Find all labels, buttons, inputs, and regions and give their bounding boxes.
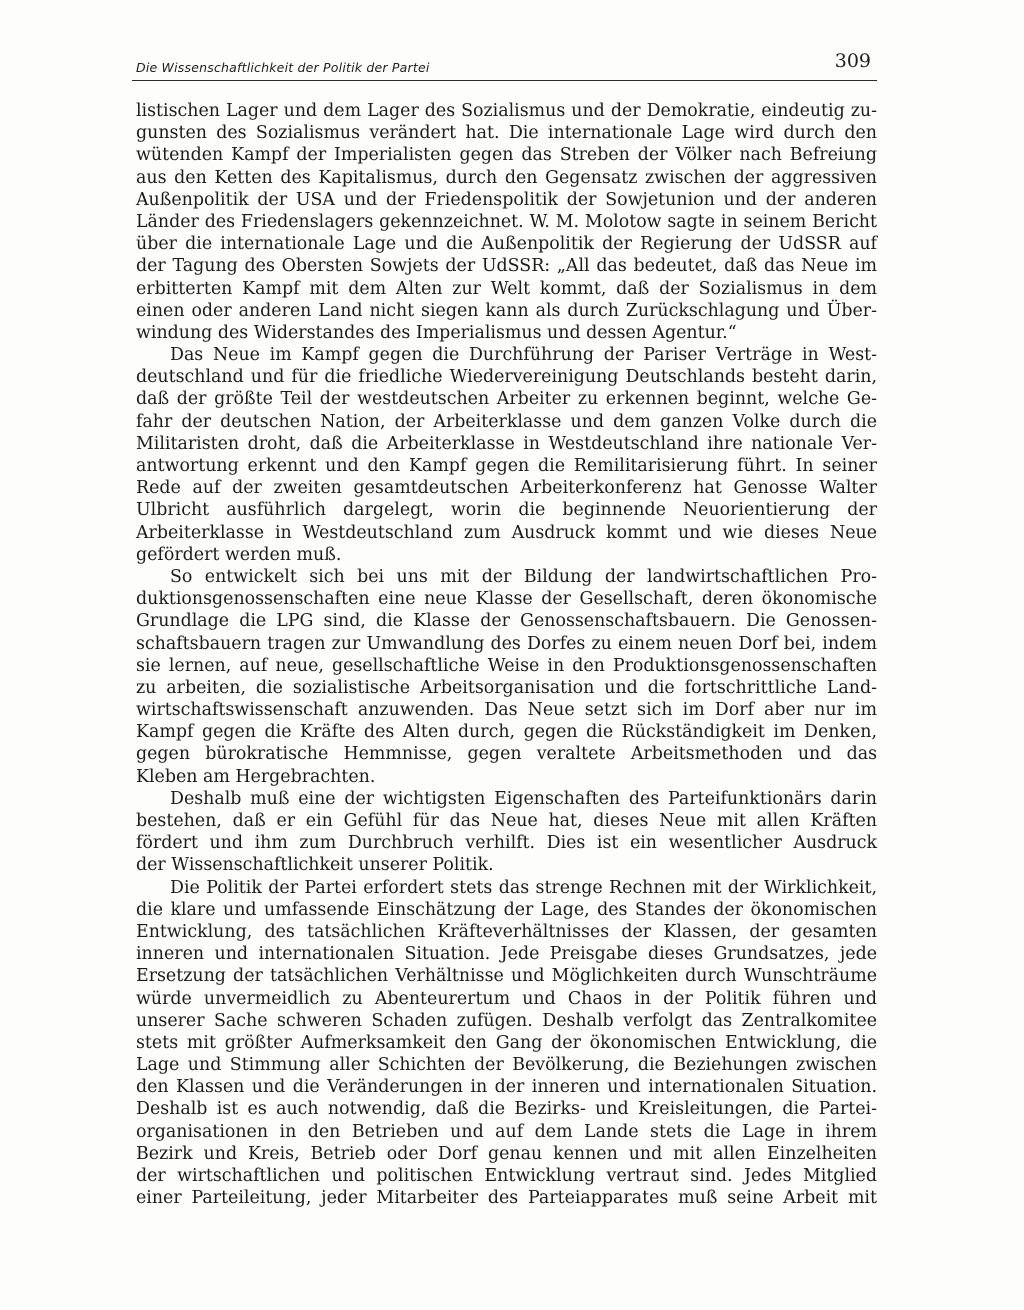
text-line: einen oder anderen Land nicht siegen kann als durch Zurückschlagung und Über- (136, 300, 877, 321)
text-line: unserer Sache schweren Schaden zufügen. Deshalb verfolgt das Zentralkomitee (136, 1010, 877, 1031)
text-line: wütenden Kampf der Imperialisten gegen das Streben der Völker nach Befreiung (136, 145, 877, 166)
text-line: Außenpolitik der USA und der Friedenspolitik der Sowjetunion und der anderen (136, 189, 877, 210)
text-line: Ulbricht ausführlich dargelegt, worin die beginnende Neuorientierung der (136, 500, 877, 521)
paragraph (136, 566, 877, 788)
page-header (132, 48, 877, 81)
paragraph (136, 877, 877, 1210)
text-line: gefördert werden muß. (136, 544, 342, 565)
paragraph (136, 100, 877, 344)
text-line: daß der größte Teil der westdeutschen Arbeiter zu erkennen beginnt, welche Ge- (136, 389, 877, 410)
text-line: duktionsgenossenschaften eine neue Klasse der Gesellschaft, deren ökonomische (136, 589, 877, 610)
running-title: Die Wissenschaftlichkeit der Politik der Partei (136, 60, 430, 75)
text-line: Deshalb muß eine der wichtigsten Eigenschaften des Parteifunktionärs darin (170, 788, 877, 809)
page-number: 309 (834, 50, 871, 72)
body-text (136, 100, 877, 1209)
paragraph (136, 344, 877, 566)
text-line: windung des Widerstandes des Imperialismus und dessen Agentur.“ (136, 322, 737, 343)
text-line: erbitterten Kampf mit dem Alten zur Welt kommt, daß der Sozialismus in dem (136, 278, 877, 299)
text-line: organisationen in den Betrieben und auf dem Lande stets die Lage in ihrem (136, 1121, 877, 1142)
text-line: Rede auf der zweiten gesamtdeutschen Arbeiterkonferenz hat Genosse Walter (136, 478, 877, 499)
text-line: der Tagung des Obersten Sowjets der UdSSR: „All das bedeutet, daß das Neue im (136, 256, 877, 277)
text-line: Bezirk und Kreis, Betrieb oder Dorf genau kennen und mit allen Einzelheiten (136, 1143, 877, 1164)
text-line: bestehen, daß er ein Gefühl für das Neue hat, dieses Neue mit allen Kräften (136, 811, 877, 831)
text-line: Militaristen droht, daß die Arbeiterklasse in Westdeutschland ihre nationale Ver- (136, 433, 877, 454)
text-line: zu arbeiten, die sozialistische Arbeitsorganisation und die fortschrittliche Land- (136, 677, 877, 698)
text-line: aus den Ketten des Kapitalismus, durch den Gegensatz zwischen der aggressiven (136, 167, 877, 188)
text-line: der Wissenschaftlichkeit unserer Politik. (136, 855, 494, 876)
text-line: Das Neue im Kampf gegen die Durchführung der Pariser Verträge in West- (170, 345, 877, 366)
text-line: Deshalb ist es auch notwendig, daß die Bezirks- und Kreisleitungen, die Partei- (136, 1099, 877, 1120)
text-line: Lage und Stimmung aller Schichten der Bevölkerung, die Beziehungen zwischen (136, 1055, 877, 1076)
text-line: inneren und internationalen Situation. Jede Preisgabe dieses Grundsatzes, jede (136, 944, 877, 965)
text-line: würde unvermeidlich zu Abenteurertum und Chaos in der Politik führen und (136, 988, 877, 1009)
text-line: listischen Lager und dem Lager des Sozialismus und der Demokratie, eindeutig zu- (136, 101, 877, 121)
text-line: den Klassen und die Veränderungen in der inneren und internationalen Situation. (136, 1077, 877, 1098)
text-line: Entwicklung, des tatsächlichen Kräfteverhältnisses der Klassen, der gesamten (136, 921, 877, 942)
text-line: fahr der deutschen Nation, der Arbeiterklasse und dem ganzen Volke durch die (136, 411, 877, 432)
text-line: über die internationale Lage und die Außenpolitik der Regierung der UdSSR auf (136, 234, 877, 255)
text-line: gegen bürokratische Hemmnisse, gegen veraltete Arbeitsmethoden und das (136, 744, 877, 765)
text-line: der wirtschaftlichen und politischen Entwicklung vertraut sind. Jedes Mitglied (136, 1166, 877, 1186)
text-line: Grundlage die LPG sind, die Klasse der Genossenschaftsbauern. Die Genossen- (136, 611, 877, 632)
text-line: Länder des Friedenslagers gekennzeichnet. W. M. Molotow sagte in seinem Bericht (136, 211, 877, 232)
paragraph (136, 788, 877, 877)
text-line: Die Politik der Partei erfordert stets das strenge Rechnen mit der Wirklichkeit, (170, 877, 877, 898)
text-line: sie lernen, auf neue, gesellschaftliche Weise in den Produktionsgenossenschaften (136, 655, 877, 676)
text-line: gunsten des Sozialismus verändert hat. Die internationale Lage wird durch den (136, 123, 877, 144)
text-line: Kleben am Hergebrachten. (136, 766, 376, 787)
text-line: fördert und ihm zum Durchbruch verhilft. Dies ist ein wesentlicher Ausdruck (136, 833, 877, 854)
text-line: Kampf gegen die Kräfte des Alten durch, gegen die Rückständigkeit im Denken, (136, 722, 877, 743)
text-line: stets mit größter Aufmerksamkeit den Gang der ökonomischen Entwicklung, die (136, 1032, 877, 1053)
text-line: schaftsbauern tragen zur Umwandlung des Dorfes zu einem neuen Dorf bei, indem (136, 633, 877, 654)
text-line: deutschland und für die friedliche Wiedervereinigung Deutschlands besteht darin, (136, 367, 877, 388)
text-line: Ersetzung der tatsächlichen Verhältnisse und Möglichkeiten durch Wunschträume (136, 966, 877, 987)
text-line: die klare und umfassende Einschätzung der Lage, des Standes der ökonomischen (136, 899, 877, 920)
text-line: einer Parteileitung, jeder Mitarbeiter des Parteiapparates muß seine Arbeit mit (136, 1188, 877, 1209)
text-line: wirtschaftswissenschaft anzuwenden. Das Neue setzt sich im Dorf aber nur im (136, 700, 877, 721)
text-line: antwortung erkennt und den Kampf gegen die Remilitarisierung führt. In seiner (136, 456, 877, 476)
text-line: Arbeiterklasse in Westdeutschland zum Ausdruck kommt und wie dieses Neue (136, 522, 877, 543)
text-line: So entwickelt sich bei uns mit der Bildung der landwirtschaftlichen Pro- (170, 566, 877, 587)
